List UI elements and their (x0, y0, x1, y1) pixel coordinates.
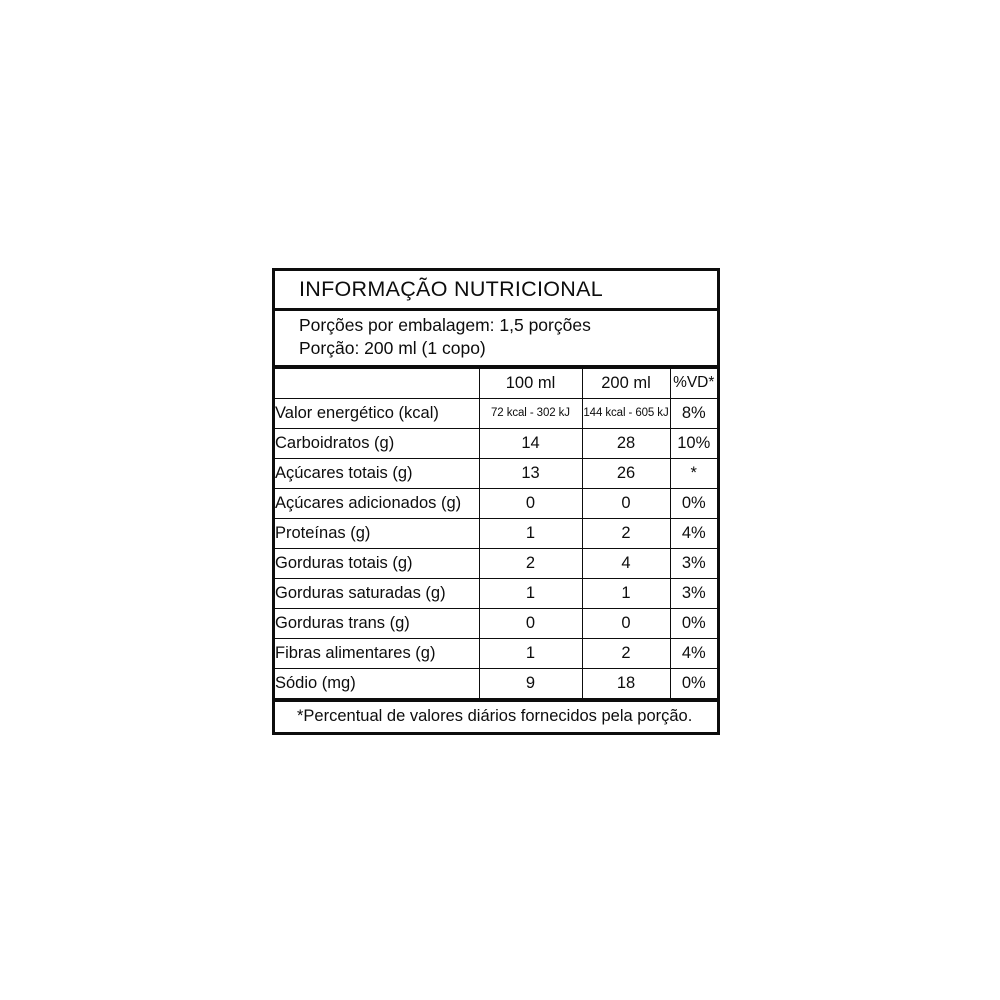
column-header-vd: %VD* (670, 369, 717, 399)
value-vd: 3% (670, 578, 717, 608)
nutrient-name: Valor energético (kcal) (275, 398, 479, 428)
value-vd: 3% (670, 548, 717, 578)
column-header-100ml: 100 ml (479, 369, 582, 399)
table-row (275, 488, 717, 518)
nutrition-facts-panel (272, 268, 720, 735)
value-200ml: 4 (582, 548, 670, 578)
nutrient-name: Gorduras saturadas (g) (275, 578, 479, 608)
value-200ml: 18 (582, 668, 670, 698)
nutrient-name: Fibras alimentares (g) (275, 638, 479, 668)
nutrition-table-body (275, 398, 717, 698)
table-header-row (275, 369, 717, 399)
table-row (275, 518, 717, 548)
value-vd: 4% (670, 638, 717, 668)
column-header-nutrient (275, 369, 479, 399)
table-row (275, 578, 717, 608)
table-row (275, 428, 717, 458)
value-vd: 4% (670, 518, 717, 548)
value-vd: 10% (670, 428, 717, 458)
value-vd: 0% (670, 668, 717, 698)
value-200ml: 144 kcal - 605 kJ (582, 398, 670, 428)
nutrient-name: Açúcares totais (g) (275, 458, 479, 488)
value-200ml: 2 (582, 518, 670, 548)
value-100ml: 1 (479, 578, 582, 608)
value-100ml: 9 (479, 668, 582, 698)
value-100ml: 2 (479, 548, 582, 578)
table-row (275, 548, 717, 578)
nutrient-name: Sódio (mg) (275, 668, 479, 698)
value-100ml: 1 (479, 638, 582, 668)
value-100ml: 0 (479, 608, 582, 638)
serving-information (275, 311, 717, 369)
value-vd: 8% (670, 398, 717, 428)
nutrient-name: Açúcares adicionados (g) (275, 488, 479, 518)
nutrition-table (275, 369, 717, 699)
servings-per-package: Porções por embalagem: 1,5 porções (299, 314, 591, 335)
table-row (275, 638, 717, 668)
value-200ml: 1 (582, 578, 670, 608)
nutrient-name: Proteínas (g) (275, 518, 479, 548)
value-100ml: 13 (479, 458, 582, 488)
value-200ml: 0 (582, 608, 670, 638)
column-header-200ml: 200 ml (582, 369, 670, 399)
nutrition-panel-title: INFORMAÇÃO NUTRICIONAL (275, 271, 717, 311)
nutrient-name: Carboidratos (g) (275, 428, 479, 458)
value-200ml: 26 (582, 458, 670, 488)
value-100ml: 0 (479, 488, 582, 518)
value-200ml: 2 (582, 638, 670, 668)
value-200ml: 28 (582, 428, 670, 458)
vd-footnote: *Percentual de valores diários fornecidos pela porção. (275, 699, 717, 732)
table-row (275, 668, 717, 698)
table-row (275, 398, 717, 428)
table-row (275, 608, 717, 638)
serving-size: Porção: 200 ml (1 copo) (299, 337, 486, 358)
value-vd: 0% (670, 488, 717, 518)
value-100ml: 1 (479, 518, 582, 548)
value-100ml: 72 kcal - 302 kJ (479, 398, 582, 428)
nutrient-name: Gorduras totais (g) (275, 548, 479, 578)
nutrient-name: Gorduras trans (g) (275, 608, 479, 638)
table-row (275, 458, 717, 488)
value-vd: 0% (670, 608, 717, 638)
value-100ml: 14 (479, 428, 582, 458)
value-200ml: 0 (582, 488, 670, 518)
value-vd: * (670, 458, 717, 488)
